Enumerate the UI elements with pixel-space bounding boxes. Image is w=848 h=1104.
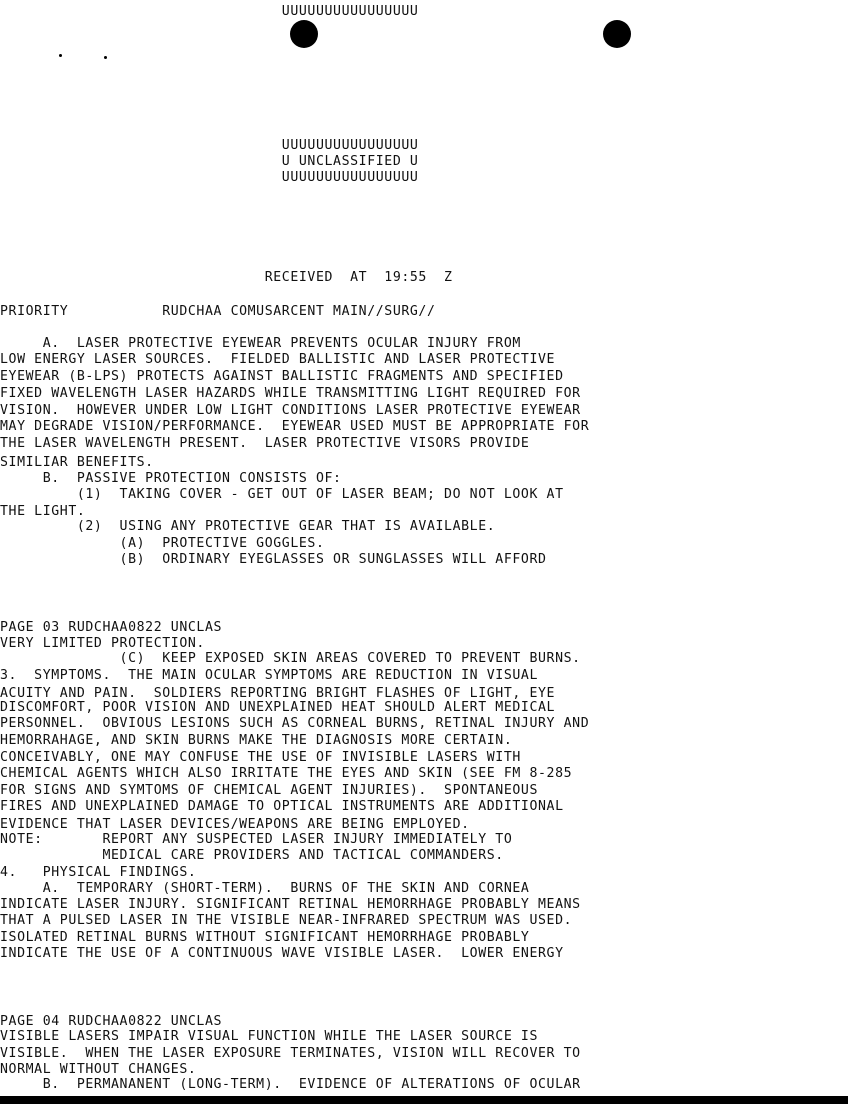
punch-hole-right — [603, 20, 631, 48]
text-line: VISIBLE LASERS IMPAIR VISUAL FUNCTION WHILE THE LASER SOURCE IS — [0, 1029, 538, 1044]
text-line: NORMAL WITHOUT CHANGES. — [0, 1062, 197, 1077]
text-line: INDICATE THE USE OF A CONTINUOUS WAVE VISIBLE LASER. LOWER ENERGY — [0, 946, 564, 961]
text-line: A. LASER PROTECTIVE EYEWEAR PREVENTS OCULAR INJURY FROM — [0, 336, 521, 351]
text-line: EYEWEAR (B-LPS) PROTECTS AGAINST BALLISTIC FRAGMENTS AND SPECIFIED — [0, 369, 564, 384]
page-header: PAGE 03 RUDCHAA0822 UNCLAS — [0, 620, 223, 635]
text-line: ACUITY AND PAIN. SOLDIERS REPORTING BRIGHT FLASHES OF LIGHT, EYE — [0, 686, 556, 701]
text-line: (B) ORDINARY EYEGLASSES OR SUNGLASSES WILL AFFORD — [0, 552, 547, 567]
text-line: MAY DEGRADE VISION/PERFORMANCE. EYEWEAR USED MUST BE APPROPRIATE FOR — [0, 419, 590, 434]
note-line: MEDICAL CARE PROVIDERS AND TACTICAL COMMANDERS. — [0, 848, 504, 863]
page-header: PAGE 04 RUDCHAA0822 UNCLAS — [0, 1014, 223, 1029]
text-line: VISIBLE. WHEN THE LASER EXPOSURE TERMINATES, VISION WILL RECOVER TO — [0, 1046, 581, 1061]
text-line: (C) KEEP EXPOSED SKIN AREAS COVERED TO PREVENT BURNS. — [0, 651, 581, 666]
text-line: SIMILIAR BENEFITS. — [0, 455, 154, 470]
text-line: FOR SIGNS AND SYMTOMS OF CHEMICAL AGENT INJURIES). SPONTANEOUS — [0, 783, 538, 798]
text-line: B. PASSIVE PROTECTION CONSISTS OF: — [0, 471, 342, 486]
text-line: THAT A PULSED LASER IN THE VISIBLE NEAR-INFRARED SPECTRUM WAS USED. — [0, 913, 573, 928]
text-line: THE LIGHT. — [0, 504, 86, 519]
text-line: DISCOMFORT, POOR VISION AND UNEXPLAINED HEAT SHOULD ALERT MEDICAL — [0, 700, 556, 715]
punch-hole-left — [290, 20, 318, 48]
priority-line: PRIORITY RUDCHAA COMUSARCENT MAIN//SURG// — [0, 304, 436, 319]
text-line: ISOLATED RETINAL BURNS WITHOUT SIGNIFICANT HEMORRHAGE PROBABLY — [0, 930, 530, 945]
text-line: CHEMICAL AGENTS WHICH ALSO IRRITATE THE EYES AND SKIN (SEE FM 8-285 — [0, 766, 573, 781]
text-line: VISION. HOWEVER UNDER LOW LIGHT CONDITIONS LASER PROTECTIVE EYEWEAR — [0, 403, 581, 418]
text-line: PERSONNEL. OBVIOUS LESIONS SUCH AS CORNEAL BURNS, RETINAL INJURY AND — [0, 716, 590, 731]
scan-speck — [59, 54, 62, 57]
scan-speck — [104, 56, 107, 59]
text-line: (1) TAKING COVER - GET OUT OF LASER BEAM; DO NOT LOOK AT — [0, 487, 564, 502]
classification-banner-line: U UNCLASSIFIED U — [0, 154, 419, 169]
text-line: (2) USING ANY PROTECTIVE GEAR THAT IS AVAILABLE. — [0, 519, 496, 534]
text-line: HEMORRAHAGE, AND SKIN BURNS MAKE THE DIAGNOSIS MORE CERTAIN. — [0, 733, 513, 748]
text-line: FIRES AND UNEXPLAINED DAMAGE TO OPTICAL INSTRUMENTS ARE ADDITIONAL — [0, 799, 564, 814]
note-line: NOTE: REPORT ANY SUSPECTED LASER INJURY IMMEDIATELY TO — [0, 832, 513, 847]
text-line: THE LASER WAVELENGTH PRESENT. LASER PROTECTIVE VISORS PROVIDE — [0, 436, 530, 451]
text-line: A. TEMPORARY (SHORT-TERM). BURNS OF THE SKIN AND CORNEA — [0, 881, 530, 896]
text-line: (A) PROTECTIVE GOGGLES. — [0, 536, 325, 551]
text-line: B. PERMANANENT (LONG-TERM). EVIDENCE OF ALTERATIONS OF OCULAR — [0, 1077, 581, 1092]
scan-edge — [0, 1096, 848, 1104]
header-banner-top: UUUUUUUUUUUUUUUU — [0, 4, 419, 19]
text-line: FIXED WAVELENGTH LASER HAZARDS WHILE TRANSMITTING LIGHT REQUIRED FOR — [0, 386, 581, 401]
text-line: CONCEIVABLY, ONE MAY CONFUSE THE USE OF INVISIBLE LASERS WITH — [0, 750, 521, 765]
classification-banner-line: UUUUUUUUUUUUUUUU — [0, 170, 419, 185]
text-line: VERY LIMITED PROTECTION. — [0, 636, 205, 651]
text-line: 4. PHYSICAL FINDINGS. — [0, 865, 197, 880]
received-line: RECEIVED AT 19:55 Z — [0, 270, 453, 285]
classification-banner-line: UUUUUUUUUUUUUUUU — [0, 138, 419, 153]
text-line: LOW ENERGY LASER SOURCES. FIELDED BALLISTIC AND LASER PROTECTIVE — [0, 352, 556, 367]
text-line: 3. SYMPTOMS. THE MAIN OCULAR SYMPTOMS ARE REDUCTION IN VISUAL — [0, 668, 538, 683]
text-line: EVIDENCE THAT LASER DEVICES/WEAPONS ARE BEING EMPLOYED. — [0, 817, 470, 832]
text-line: INDICATE LASER INJURY. SIGNIFICANT RETINAL HEMORRHAGE PROBABLY MEANS — [0, 897, 581, 912]
